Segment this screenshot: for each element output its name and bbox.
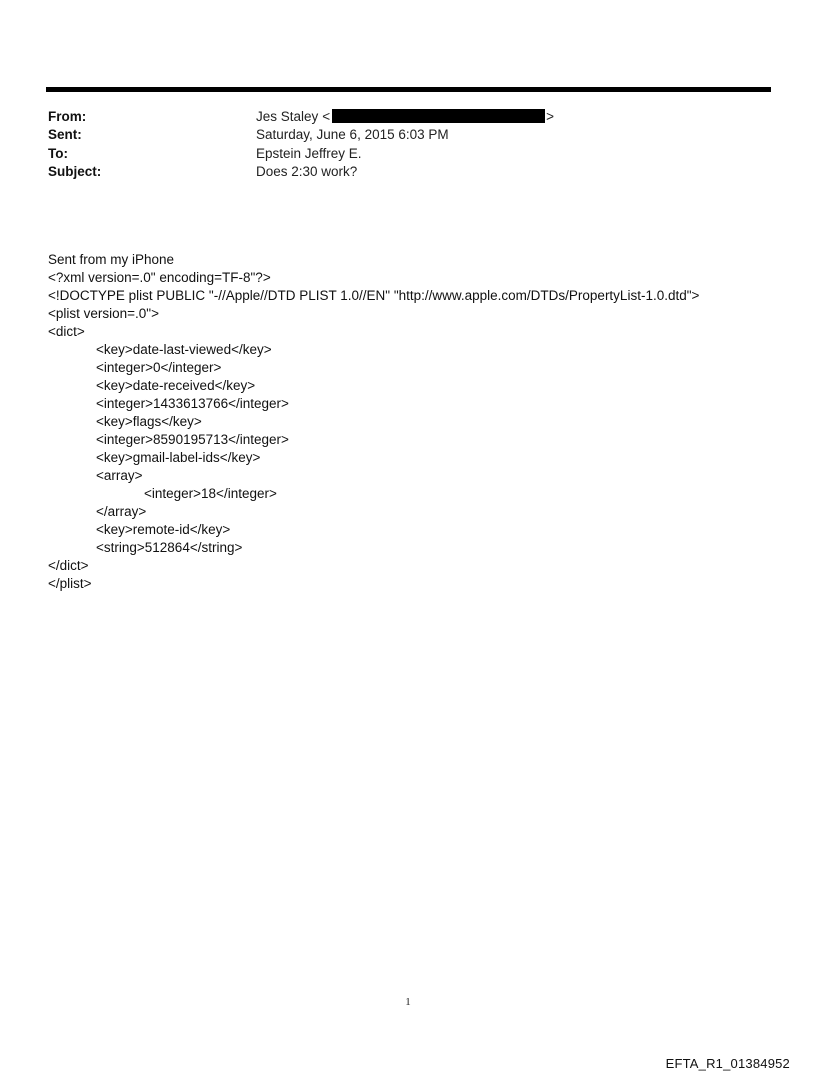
plist-line: <integer>8590195713</integer> bbox=[96, 432, 289, 447]
subject-row bbox=[48, 163, 748, 182]
subject-label: Subject: bbox=[48, 164, 102, 180]
dict-open-line: <dict> bbox=[48, 324, 85, 339]
from-label: From: bbox=[48, 108, 87, 124]
email-close-bracket: > bbox=[546, 108, 555, 124]
email-header bbox=[48, 107, 748, 181]
plist-line: <integer>18</integer> bbox=[144, 486, 277, 501]
subject-value: Does 2:30 work? bbox=[256, 164, 358, 180]
plist-line: <key>date-last-viewed</key> bbox=[96, 342, 272, 357]
plist-line: <key>flags</key> bbox=[96, 414, 202, 429]
plist-line: <string>512864</string> bbox=[96, 540, 243, 555]
plist-line: <key>date-received</key> bbox=[96, 378, 256, 393]
signature-line: Sent from my iPhone bbox=[48, 252, 175, 267]
bates-number: EFTA_R1_01384952 bbox=[665, 1056, 790, 1071]
plist-line: <key>gmail-label-ids</key> bbox=[96, 450, 261, 465]
sender-name: Jes Staley bbox=[256, 108, 319, 124]
sent-row bbox=[48, 126, 748, 145]
plist-close-line: </plist> bbox=[48, 576, 92, 591]
to-row bbox=[48, 144, 748, 163]
sent-label: Sent: bbox=[48, 127, 82, 143]
to-label: To: bbox=[48, 145, 68, 161]
email-body bbox=[48, 251, 788, 593]
doctype-line: <!DOCTYPE plist PUBLIC "-//Apple//DTD PLIST 1.0//EN" "http://www.apple.com/DTDs/PropertyList-1.0.dtd"> bbox=[48, 288, 700, 303]
plist-line: </array> bbox=[96, 504, 147, 519]
header-rule bbox=[46, 87, 771, 92]
page-number: 1 bbox=[405, 996, 411, 1008]
from-row bbox=[48, 107, 748, 126]
plist-line: <integer>1433613766</integer> bbox=[96, 396, 289, 411]
plist-line: <array> bbox=[96, 468, 143, 483]
dict-close-line: </dict> bbox=[48, 558, 89, 573]
sent-value: Saturday, June 6, 2015 6:03 PM bbox=[256, 127, 449, 143]
from-value bbox=[256, 109, 554, 124]
redacted-email-address bbox=[332, 109, 545, 123]
to-value: Epstein Jeffrey E. bbox=[256, 145, 362, 161]
plist-open-line: <plist version=.0"> bbox=[48, 306, 159, 321]
email-open-bracket: < bbox=[322, 108, 331, 124]
plist-line: <integer>0</integer> bbox=[96, 360, 222, 375]
xml-declaration-line: <?xml version=.0" encoding=TF-8"?> bbox=[48, 270, 271, 285]
plist-line: <key>remote-id</key> bbox=[96, 522, 231, 537]
